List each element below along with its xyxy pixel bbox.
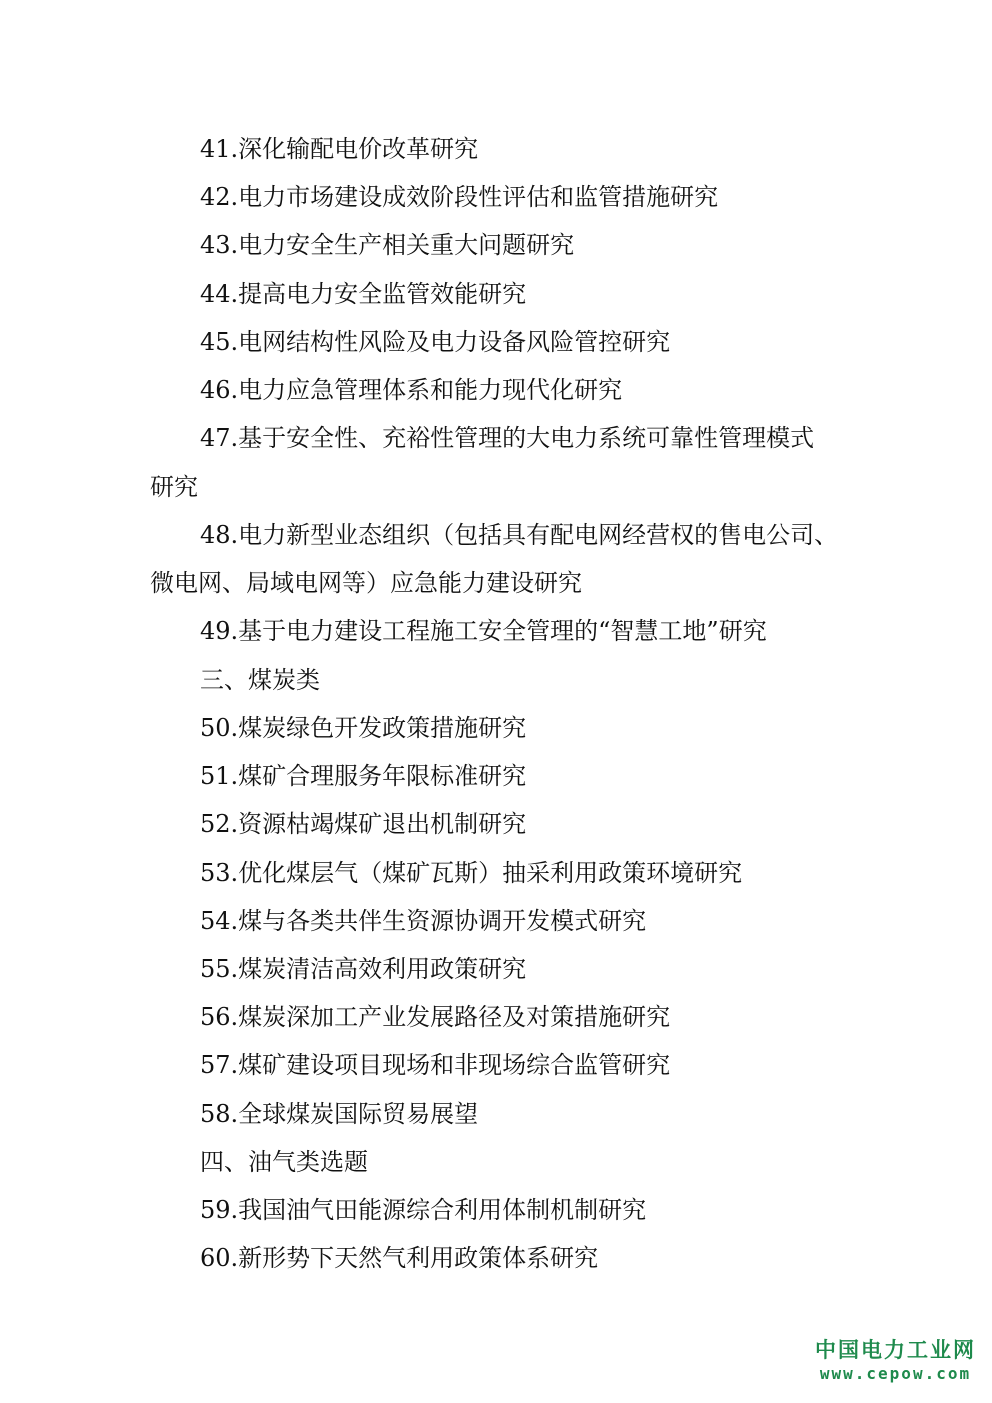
section-heading: 四、油气类选题 (200, 1148, 368, 1176)
list-item: 55.煤炭清洁高效利用政策研究 (200, 955, 527, 983)
list-item: 51.煤矿合理服务年限标准研究 (200, 762, 527, 790)
list-item: 48.电力新型业态组织（包括具有配电网经营权的售电公司、 (200, 521, 839, 549)
list-item: 52.资源枯竭煤矿退出机制研究 (200, 810, 527, 838)
list-item: 47.基于安全性、充裕性管理的大电力系统可靠性管理模式 (200, 424, 815, 452)
list-item-continuation: 微电网、局域电网等）应急能力建设研究 (150, 569, 582, 597)
list-item: 53.优化煤层气（煤矿瓦斯）抽采利用政策环境研究 (200, 859, 743, 887)
list-item-continuation: 研究 (150, 473, 198, 501)
list-item: 59.我国油气田能源综合利用体制机制研究 (200, 1196, 647, 1224)
list-item: 45.电网结构性风险及电力设备风险管控研究 (200, 328, 671, 356)
list-item: 50.煤炭绿色开发政策措施研究 (200, 714, 527, 742)
watermark-url: www.cepow.com (819, 1364, 972, 1383)
watermark-title: 中国电力工业网 (815, 1338, 976, 1362)
section-heading: 三、煤炭类 (200, 666, 320, 694)
list-item: 49.基于电力建设工程施工安全管理的“智慧工地”研究 (200, 617, 767, 645)
list-item: 44.提高电力安全监管效能研究 (200, 280, 527, 308)
list-item: 57.煤矿建设项目现场和非现场综合监管研究 (200, 1051, 671, 1079)
list-item: 46.电力应急管理体系和能力现代化研究 (200, 376, 623, 404)
list-item: 41.深化输配电价改革研究 (200, 135, 479, 163)
list-item: 56.煤炭深加工产业发展路径及对策措施研究 (200, 1003, 671, 1031)
list-item: 54.煤与各类共伴生资源协调开发模式研究 (200, 907, 647, 935)
list-item: 58.全球煤炭国际贸易展望 (200, 1100, 479, 1128)
list-item: 42.电力市场建设成效阶段性评估和监管措施研究 (200, 183, 719, 211)
list-item: 60.新形势下天然气利用政策体系研究 (200, 1244, 599, 1272)
list-item: 43.电力安全生产相关重大问题研究 (200, 231, 575, 259)
site-watermark (815, 1337, 976, 1385)
